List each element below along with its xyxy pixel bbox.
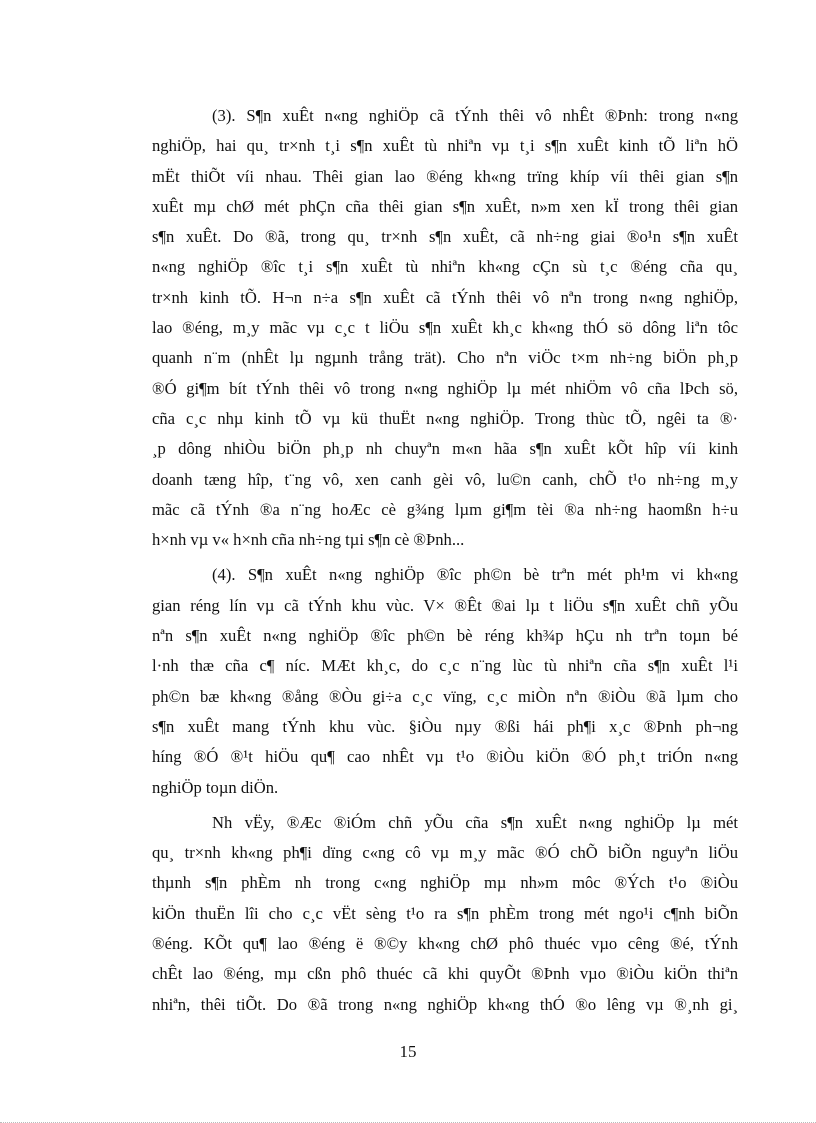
text-line: ph©n bæ kh«ng ®ång ®Òu gi÷a c¸c vïng, c¸c miÒn nªn ®iÒu ®ã lµm cho — [152, 686, 738, 706]
text-line: híng ®Ó ®¹t hiÖu qu¶ cao nhÊt vµ t¹o ®iÒu kiÖn ®Ó ph¸t triÓn n«ng — [152, 747, 738, 767]
text-line: kiÖn thuËn lîi cho c¸c vËt sèng t¹o ra s¶n phÈm trong mét ngo¹i c¶nh biÕn — [152, 903, 738, 923]
text-line: ®Ó gi¶m bít tÝnh thêi vô trong n«ng nghiÖp lµ mét nhiÖm vô cña lÞch sö, — [152, 378, 738, 398]
text-line: nghiÖp toµn diÖn. — [152, 777, 279, 797]
text-line: tr×nh kinh tÕ. H¬n n÷a s¶n xuÊt cã tÝnh thêi vô nªn trong n«ng nghiÖp, — [152, 287, 738, 307]
text-line: mËt thiÕt víi nhau. Thêi gian lao ®éng kh«ng trïng khíp víi thêi gian s¶n — [152, 166, 738, 186]
text-line: chÊt lao ®éng, mµ cßn phô thuéc cã khi quyÕt ®Þnh vµo ®iÒu kiÖn thiªn — [152, 964, 738, 984]
body-text — [152, 101, 738, 1020]
text-line: ®éng. KÕt qu¶ lao ®éng ë ®©y kh«ng chØ phô thuéc vµo cêng ®é, tÝnh — [152, 934, 738, 954]
text-line: thµnh s¶n phÈm nh trong c«ng nghiÖp mµ nh»m môc ®Ých t¹o ®iÒu — [152, 873, 738, 893]
paragraph-summary — [152, 808, 738, 1020]
text-line: nghiÖp, hai qu¸ tr×nh t¸i s¶n xuÊt tù nhiªn vµ t¸i s¶n xuÊt kinh tÕ liªn hÖ — [152, 136, 738, 156]
text-line: xuÊt mµ chØ mét phÇn cña thêi gian s¶n xuÊt, n»m xen kÏ trong thêi gian — [152, 196, 738, 216]
text-line: l·nh thæ cña c¶ níc. MÆt kh¸c, do c¸c n¨ng lùc tù nhiªn cña s¶n xuÊt l¹i — [152, 656, 738, 676]
text-line: s¶n xuÊt. Do ®ã, trong qu¸ tr×nh s¶n xuÊt, cã nh÷ng giai ®o¹n s¶n xuÊt — [152, 227, 738, 247]
text-line: s¶n xuÊt mang tÝnh khu vùc. §iÒu nµy ®ßi hái ph¶i x¸c ®Þnh ph¬ng — [152, 716, 738, 736]
text-line: gian réng lín vµ cã tÝnh khu vùc. V× ®Êt ®ai lµ t liÖu s¶n xuÊt chñ yÕu — [152, 595, 738, 615]
text-line: nhiªn, thêi tiÕt. Do ®ã trong n«ng nghiÖp kh«ng thÓ ®o lêng vµ ®¸nh gi¸ — [152, 994, 738, 1014]
text-line: Nh vËy, ®Æc ®iÓm chñ yÕu cña s¶n xuÊt n«ng nghiÖp lµ mét — [212, 812, 738, 832]
text-line: nªn s¶n xuÊt n«ng nghiÖp ®îc ph©n bè réng kh¾p hÇu nh trªn toµn bé — [152, 626, 738, 646]
text-line: n«ng nghiÖp ®îc t¸i s¶n xuÊt tù nhiªn kh«ng cÇn sù t¸c ®éng cña qu¸ — [152, 257, 738, 277]
text-line: ¸p dông nhiÒu biÖn ph¸p nh chuyªn m«n hãa s¶n xuÊt kÕt hîp víi kinh — [152, 439, 738, 459]
text-line: cña c¸c nhµ kinh tÕ vµ kü thuËt n«ng nghiÖp. Trong thùc tÕ, ngêi ta ®· — [152, 408, 738, 428]
page-number: 15 — [399, 1042, 417, 1061]
paragraph-3 — [152, 101, 738, 555]
paragraph-4 — [152, 560, 738, 802]
text-line: h×nh vµ v« h×nh cña nh÷ng tµi s¶n cè ®Þnh... — [152, 530, 465, 550]
text-line: quanh n¨m (nhÊt lµ ngµnh trång trät). Cho nªn viÖc t×m nh÷ng biÖn ph¸p — [152, 348, 738, 368]
text-line: qu¸ tr×nh kh«ng ph¶i dïng c«ng cô vµ m¸y mãc ®Ó chÕ biÕn nguyªn liÖu — [152, 843, 738, 863]
text-line: mãc cã tÝnh ®a n¨ng hoÆc cè g¾ng lµm gi¶m tèi ®a nh÷ng haomßn h÷u — [152, 499, 738, 519]
text-line: (4). S¶n xuÊt n«ng nghiÖp ®îc ph©n bè trªn mét ph¹m vi kh«ng — [212, 565, 738, 585]
text-line: (3). S¶n xuÊt n«ng nghiÖp cã tÝnh thêi vô nhÊt ®Þnh: trong n«ng — [212, 106, 738, 125]
text-line: lao ®éng, m¸y mãc vµ c¸c t liÖu s¶n xuÊt kh¸c kh«ng thÓ sö dông liªn tôc — [152, 318, 738, 338]
text-line: doanh tæng hîp, t¨ng vô, xen canh gèi vô, lu©n canh, chÕ t¹o nh÷ng m¸y — [152, 469, 738, 489]
